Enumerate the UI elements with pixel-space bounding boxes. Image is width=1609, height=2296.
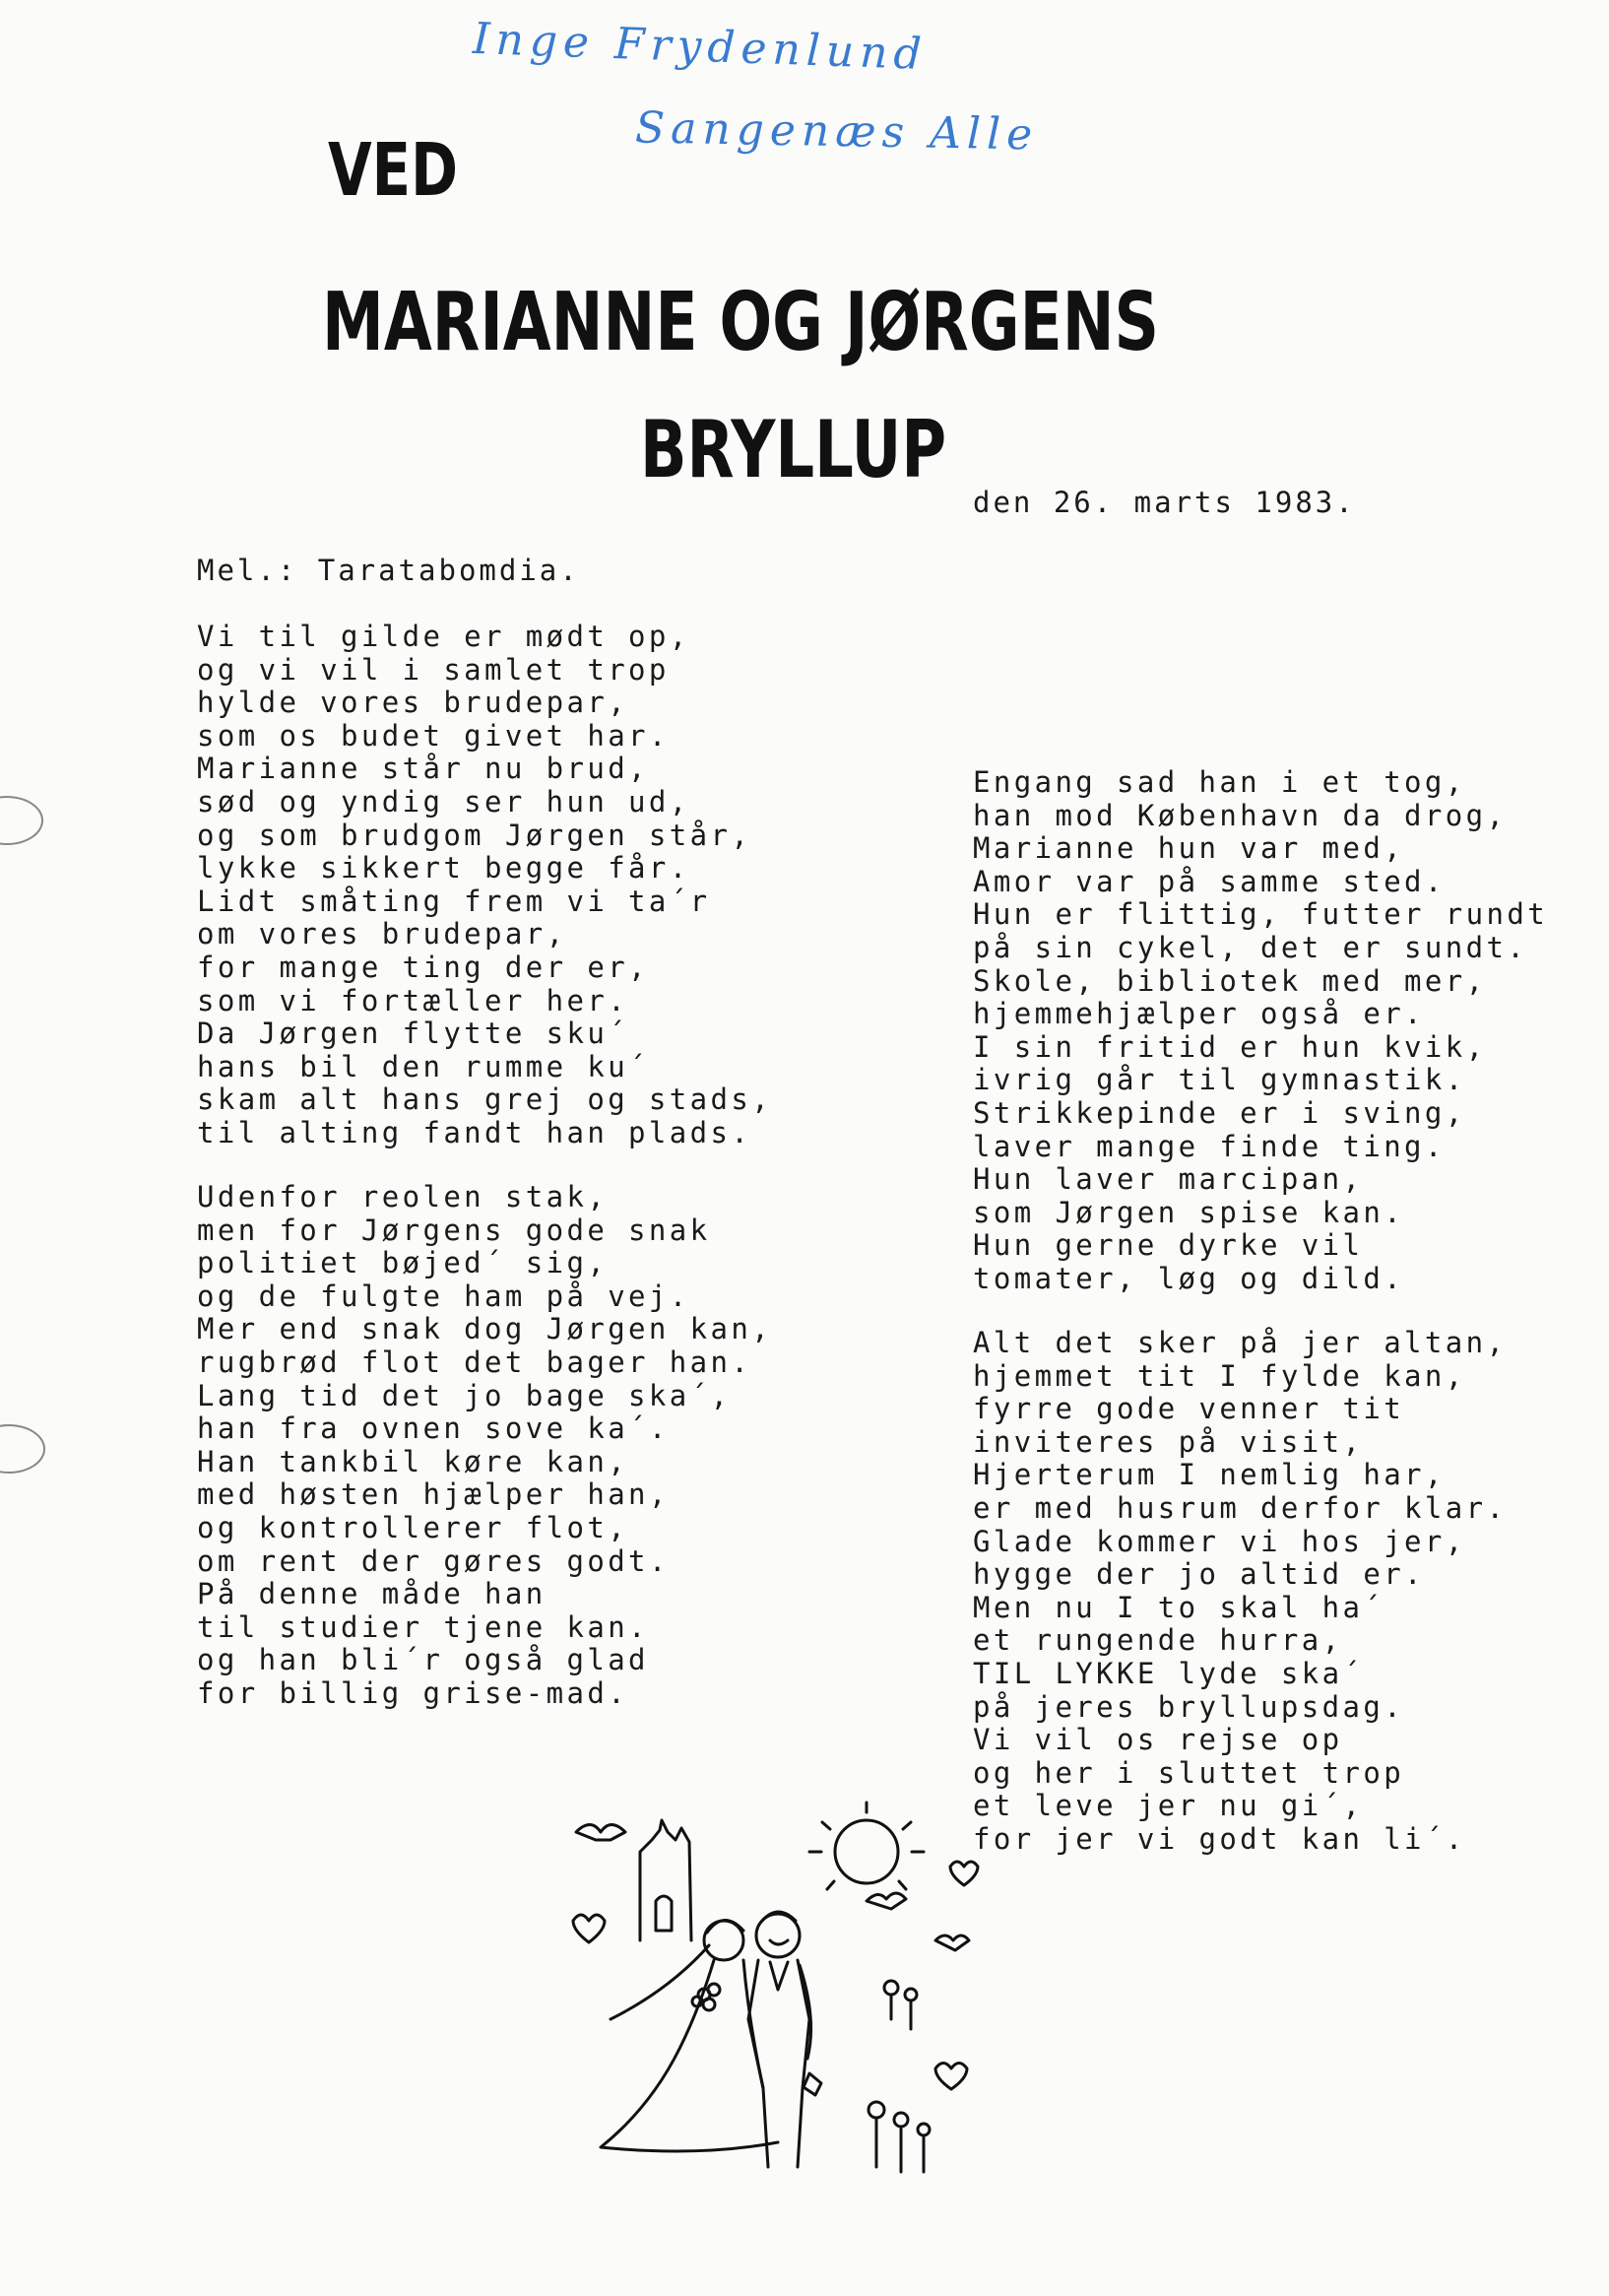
verse-line: hylde vores brudepar, — [197, 686, 629, 720]
verse-line: ivrig går til gymnastik. — [973, 1063, 1466, 1097]
verse-line: Marianne hun var med, — [973, 831, 1405, 866]
handwritten-address: Sangenæs Alle — [634, 102, 1039, 161]
verse-line: han mod København da drog, — [973, 798, 1508, 832]
verse-line: Amor var på samme sted. — [973, 864, 1446, 898]
verse-line: om rent der gøres godt. — [197, 1543, 670, 1578]
verse-4 — [973, 1327, 1507, 1857]
title-line-3: BRYLLUP — [640, 404, 947, 495]
handwritten-name: Inge Frydenlund — [472, 13, 929, 81]
verse-line: laver mange finde ting. — [973, 1129, 1446, 1163]
punch-hole-top — [0, 796, 43, 845]
verse-line: til alting fandt han plads. — [197, 1115, 752, 1149]
verse-line: TIL LYKKE lyde ska´ — [973, 1656, 1364, 1690]
verse-line: Lidt småting frem vi ta´r — [197, 884, 711, 918]
verse-line: Mer end snak dog Jørgen kan, — [197, 1312, 773, 1346]
verse-line: rugbrød flot det bager han. — [197, 1345, 752, 1379]
punch-hole-bottom — [0, 1424, 45, 1474]
verse-line: inviteres på visit, — [973, 1424, 1364, 1459]
verse-line: som vi fortæller her. — [197, 983, 629, 1017]
verse-line: og vi vil i samlet trop — [197, 652, 670, 687]
verse-line: men for Jørgens gode snak — [197, 1213, 711, 1247]
verse-line: Vi vil os rejse op — [973, 1723, 1343, 1757]
title-line-2: MARIANNE OG JØRGENS — [322, 276, 1160, 369]
verse-line: hjemmet tit I fylde kan, — [973, 1358, 1466, 1393]
verse-line: Strikkepinde er i sving, — [973, 1095, 1466, 1130]
verse-line: er med husrum derfor klar. — [973, 1490, 1508, 1525]
verse-line: Glade kommer vi hos jer, — [973, 1524, 1466, 1558]
verse-line: for jer vi godt kan li´. — [973, 1821, 1466, 1856]
verse-line: som os budet givet har. — [197, 718, 670, 753]
verse-line: og han bli´r også glad — [197, 1643, 649, 1677]
verse-line: for billig grise-mad. — [197, 1675, 629, 1710]
verse-line: hans bil den rumme ku´ — [197, 1049, 649, 1083]
verse-line: I sin fritid er hun kvik, — [973, 1029, 1487, 1064]
verse-line: et leve jer nu gi´, — [973, 1789, 1364, 1823]
verse-line: med høsten hjælper han, — [197, 1477, 670, 1512]
verse-line: og her i sluttet trop — [973, 1755, 1405, 1790]
verse-line: som Jørgen spise kan. — [973, 1195, 1405, 1229]
verse-line: lykke sikkert begge får. — [197, 851, 690, 886]
verse-line: Hun laver marcipan, — [973, 1162, 1364, 1197]
verse-line: Skole, bibliotek med mer, — [973, 963, 1487, 998]
verse-1 — [197, 621, 772, 1150]
verse-line: Hun er flittig, futter rundt — [973, 897, 1549, 932]
verse-line: til studier tjene kan. — [197, 1609, 649, 1644]
wedding-couple-illustration — [551, 1793, 1014, 2187]
verse-line: tomater, løg og dild. — [973, 1261, 1405, 1295]
verse-line: et rungende hurra, — [973, 1623, 1343, 1658]
verse-line: Da Jørgen flytte sku´ — [197, 1017, 629, 1051]
verse-line: Hun gerne dyrke vil — [973, 1228, 1364, 1263]
verse-line: politiet bøjed´ sig, — [197, 1246, 609, 1280]
verse-line: sød og yndig ser hun ud, — [197, 784, 690, 819]
verse-line: Han tankbil køre kan, — [197, 1444, 629, 1478]
verse-line: på sin cykel, det er sundt. — [973, 930, 1528, 964]
verse-line: skam alt hans grej og stads, — [197, 1082, 773, 1117]
verse-line: om vores brudepar, — [197, 917, 567, 951]
verse-line: Udenfor reolen stak, — [197, 1180, 609, 1214]
verse-line: hygge der jo altid er. — [973, 1557, 1425, 1592]
verse-line: fyrre gode venner tit — [973, 1392, 1405, 1426]
verse-line: og de fulgte ham på vej. — [197, 1279, 690, 1313]
verse-line: På denne måde han — [197, 1577, 547, 1611]
verse-line: på jeres bryllupsdag. — [973, 1689, 1405, 1724]
melody-line: Mel.: Taratabomdia. — [197, 554, 580, 587]
verse-line: han fra ovnen sove ka´. — [197, 1411, 670, 1446]
verse-line: Lang tid det jo bage ska´, — [197, 1378, 732, 1412]
title-line-1: VED — [328, 128, 459, 213]
verse-2 — [197, 1181, 772, 1711]
verse-line: og som brudgom Jørgen står, — [197, 818, 752, 852]
verse-line: Vi til gilde er mødt op, — [197, 620, 690, 653]
verse-line: Marianne står nu brud, — [197, 752, 649, 786]
verse-line: hjemmehjælper også er. — [973, 997, 1425, 1031]
verse-3 — [973, 766, 1548, 1296]
verse-line: Engang sad han i et tog, — [973, 765, 1466, 799]
verse-line: og kontrollerer flot, — [197, 1510, 629, 1544]
verse-line: for mange ting der er, — [197, 950, 649, 984]
verse-line: Men nu I to skal ha´ — [973, 1590, 1384, 1624]
date-line: den 26. marts 1983. — [973, 486, 1356, 519]
verse-line: Hjerterum I nemlig har, — [973, 1458, 1446, 1492]
verse-line: Alt det sker på jer altan, — [973, 1326, 1508, 1359]
